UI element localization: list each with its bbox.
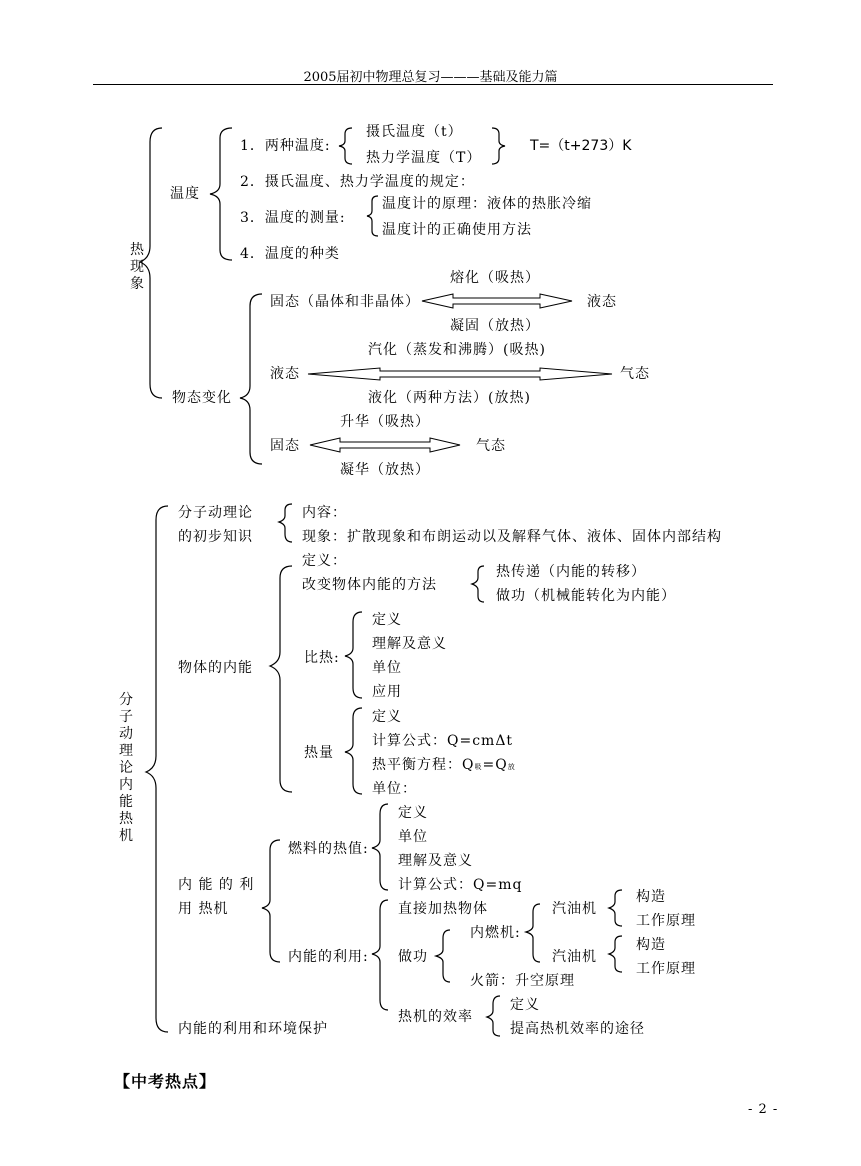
fuel-meaning: 理解及意义	[398, 853, 473, 869]
label-use: 内能的利用:	[288, 949, 369, 965]
gas1-principle: 工作原理	[636, 913, 696, 929]
phase-sublimate: 升华（吸热）	[340, 414, 430, 430]
temp-measure-a: 温度计的原理：液体的热胀冷缩	[382, 196, 592, 212]
phase-vaporize: 汽化（蒸发和沸腾）(吸热)	[368, 342, 546, 358]
phase-gas-1: 气态	[620, 366, 650, 382]
eff-improve: 提高热机效率的途径	[510, 1021, 645, 1037]
arrow-vaporize	[308, 368, 612, 380]
gas-engine-1: 汽油机	[552, 901, 597, 917]
heat-balance	[372, 757, 516, 775]
arrow-melt	[422, 294, 572, 308]
heat-balance-mid: =Q	[482, 757, 508, 773]
label-fuel-value: 燃料的热值:	[288, 841, 369, 857]
root-thermal: 热现象	[130, 242, 144, 292]
page-number: - 2 -	[748, 1102, 779, 1117]
temp-celsius: 摄氏温度（t）	[366, 124, 463, 140]
label-phase-change: 物态变化	[172, 390, 232, 406]
bracket-methods	[472, 566, 484, 602]
bracket-measure	[367, 196, 378, 236]
phase-freeze: 凝固（放热）	[450, 318, 540, 334]
temp-item-4: 4．温度的种类	[240, 246, 340, 262]
bracket-two-temp	[339, 128, 352, 164]
bracket-temperature	[210, 128, 232, 260]
use-work: 做功	[398, 949, 428, 965]
rocket: 火箭：升空原理	[470, 973, 575, 989]
heat-unit: 单位：	[372, 781, 417, 797]
label-ice: 内燃机:	[470, 925, 521, 941]
brace-formula	[492, 128, 505, 164]
bracket-molecular	[146, 506, 168, 1032]
section-hot-topics: 【中考热点】	[114, 1072, 217, 1091]
ie-method: 改变物体内能的方法	[302, 577, 437, 593]
bracket-gas1	[609, 890, 622, 926]
page-header: 2005届初中物理总复习———基础及能力篇	[303, 70, 558, 85]
label-heat: 热量	[304, 745, 334, 761]
phase-liquid-1: 液态	[587, 294, 617, 310]
temp-formula: T=（t+273）K	[530, 138, 632, 154]
gas2-principle: 工作原理	[636, 961, 696, 977]
sh-unit: 单位	[372, 660, 402, 676]
bracket-heat	[345, 708, 362, 794]
sh-application: 应用	[372, 684, 402, 700]
bracket-phase	[240, 294, 262, 464]
phase-solid-2: 固态	[270, 438, 300, 454]
phase-liquid-2: 液态	[270, 366, 300, 382]
ie-method-heat-transfer: 热传递（内能的转移）	[496, 564, 646, 580]
phase-melt: 熔化（吸热）	[450, 270, 540, 286]
eff-definition: 定义	[510, 997, 540, 1013]
mol-phenomenon: 现象：扩散现象和布朗运动以及解释气体、液体、固体内部结构	[302, 529, 722, 545]
bracket-use	[262, 840, 280, 962]
heat-formula: 计算公式：Q=cmΔt	[372, 733, 514, 749]
mol-label-1: 分子动理论	[178, 505, 253, 521]
fuel-unit: 单位	[398, 829, 428, 845]
ie-method-work: 做功（机械能转化为内能）	[496, 588, 676, 604]
bracket-work	[436, 930, 450, 982]
fuel-definition: 定义	[398, 805, 428, 821]
env-protection: 内能的利用和环境保护	[178, 1021, 328, 1037]
temp-kelvin: 热力学温度（T）	[366, 150, 482, 166]
gas2-structure: 构造	[636, 937, 666, 953]
gas1-structure: 构造	[636, 889, 666, 905]
bracket-iu	[372, 900, 388, 1010]
gas-engine-2: 汽油机	[552, 949, 597, 965]
bracket-efficiency	[487, 996, 500, 1036]
phase-solid-1: 固态（晶体和非晶体）	[270, 294, 420, 310]
temp-item-2: 2．摄氏温度、热力学温度的规定：	[240, 174, 475, 190]
label-internal-energy: 物体的内能	[178, 660, 253, 676]
arrow-sublimate	[310, 438, 460, 452]
use-label-2: 用 热机	[178, 901, 229, 917]
label-temperature: 温度	[170, 186, 200, 202]
bracket-fuel	[372, 804, 388, 890]
use-direct-heat: 直接加热物体	[398, 901, 488, 917]
temp-item-1: 1．两种温度:	[240, 138, 331, 154]
heat-balance-sub-absorb: 吸	[474, 763, 483, 771]
fuel-formula: 计算公式：Q=mq	[398, 877, 523, 893]
bracket-gas2	[609, 936, 622, 972]
temp-measure-b: 温度计的正确使用方法	[382, 222, 532, 238]
phase-deposit: 凝华（放热）	[340, 462, 430, 478]
heat-balance-text: 热平衡方程：Q	[372, 757, 475, 773]
mol-content: 内容：	[302, 505, 347, 521]
heat-definition: 定义	[372, 709, 402, 725]
phase-liquefy: 液化（两种方法）(放热)	[368, 390, 531, 406]
sh-meaning: 理解及意义	[372, 636, 447, 652]
bracket-ice	[526, 904, 540, 962]
heat-balance-sub-release: 放	[507, 763, 516, 771]
label-specific-heat: 比热:	[304, 650, 340, 666]
use-label-1: 内 能 的 利	[178, 877, 255, 893]
bracket-specific-heat	[345, 612, 362, 698]
root-molecular: 分子动理论内能热机	[119, 692, 133, 844]
mol-label-2: 的初步知识	[178, 529, 253, 545]
ie-definition: 定义：	[302, 553, 347, 569]
bracket-internal-energy	[270, 566, 292, 792]
temp-item-3: 3．温度的测量:	[240, 210, 346, 226]
phase-gas-2: 气态	[476, 438, 506, 454]
sh-definition: 定义	[372, 612, 402, 628]
bracket-mol-theory	[279, 504, 292, 542]
label-efficiency: 热机的效率	[398, 1009, 473, 1025]
